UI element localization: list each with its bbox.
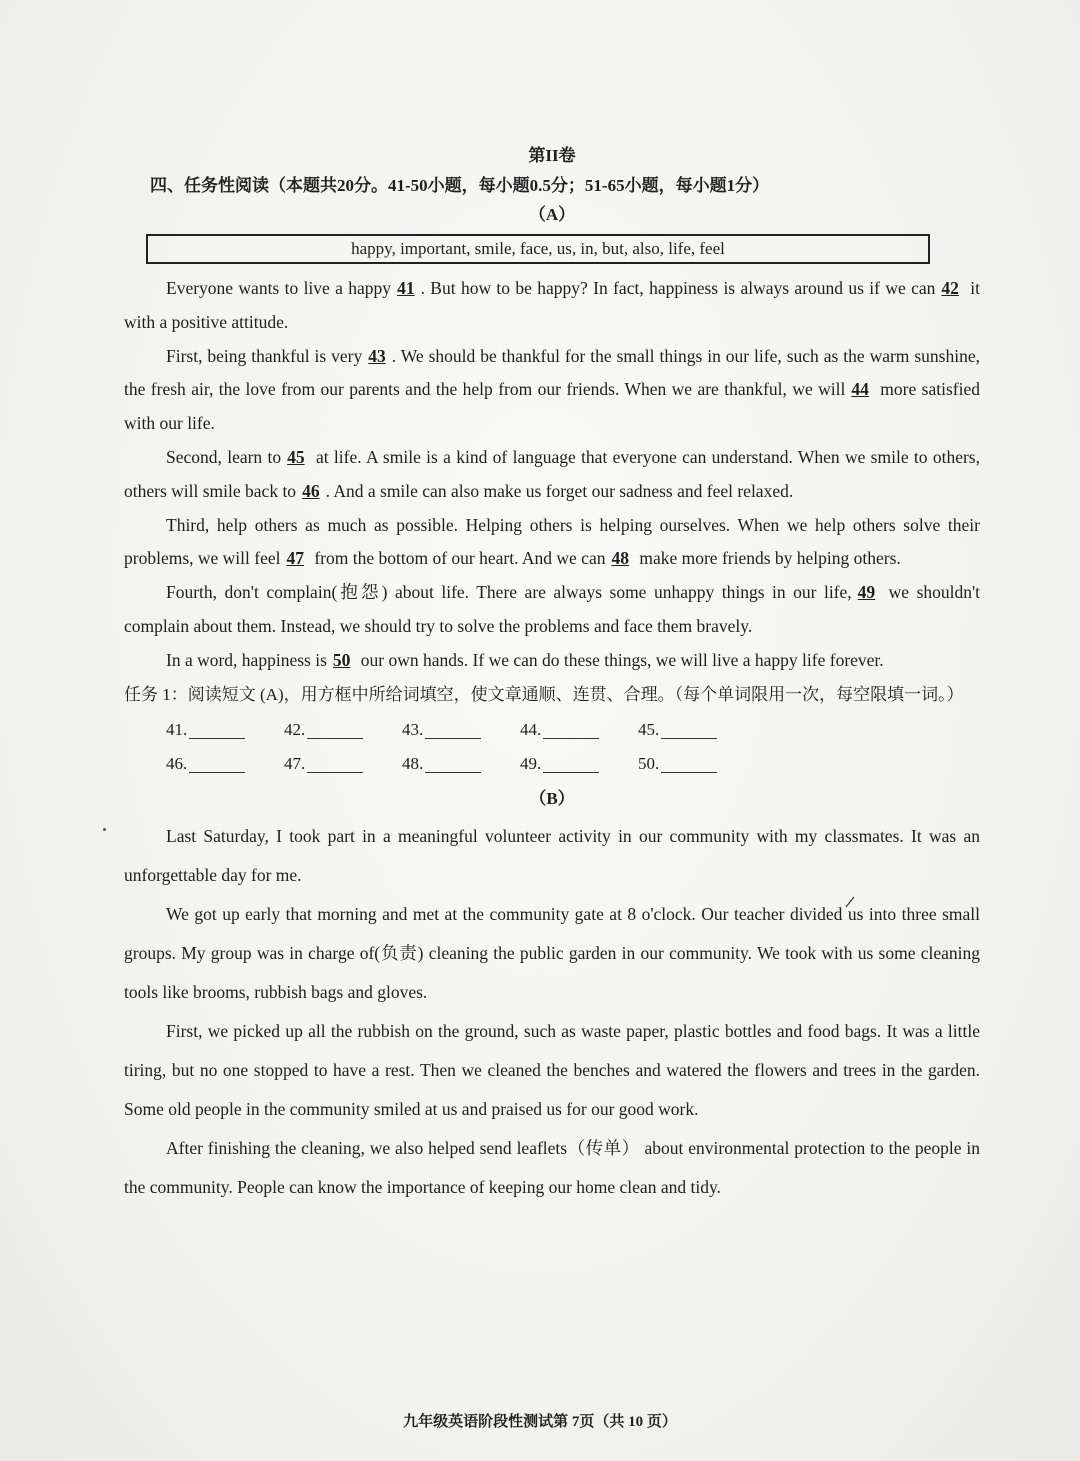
task-1-instructions: 任务 1：阅读短文 (A)，用方框中所给词填空，使文章通顺、连贯、合理。（每个单词限用一次，每空限填一词。） bbox=[124, 684, 964, 704]
blank-45: 45 bbox=[287, 446, 305, 467]
part-title: 第II卷 bbox=[528, 146, 576, 165]
answer-number: 46. bbox=[166, 753, 188, 773]
answer-cell[interactable] bbox=[520, 747, 638, 781]
answer-cell[interactable] bbox=[284, 713, 402, 747]
answer-number: 41. bbox=[166, 719, 188, 739]
pen-mark-icon bbox=[845, 896, 855, 908]
passage-b-paragraph-2: We got up early that morning and met at the community gate at 8 o'clock. Our teacher divided us into three small groups. My group was in charge of(负责) cleaning the public garden in our community. We took with us some cleaning tools like brooms, rubbish bags and gloves. bbox=[124, 903, 980, 1002]
answer-number: 49. bbox=[520, 753, 542, 773]
section-heading: 四、任务性阅读（本题共20分。41-50小题，每小题0.5分；51-65小题，每小题1分） bbox=[150, 176, 770, 195]
text-run: our own hands. If we can do these things, we will live a happy life forever. bbox=[356, 649, 884, 670]
passage-b-paragraph-4: After finishing the cleaning, we also helped send leaflets（传单） about environmental protection to the people in the community. People can know the importance of keeping our home clean and tidy. bbox=[124, 1137, 980, 1197]
blank-42: 42 bbox=[941, 278, 959, 298]
passage-a-label: （A） bbox=[528, 205, 576, 224]
answer-line[interactable] bbox=[307, 747, 363, 773]
answer-number: 47. bbox=[284, 753, 306, 773]
passage-b-paragraph-3: First, we picked up all the rubbish on the ground, such as waste paper, plastic bottles and food bags. It was a little tiring, but no one stopped to have a rest. Then we cleaned the benches and watered the flowers and trees in the garden. Some old people in the community smiled at us and praised us for our good work. bbox=[124, 1020, 980, 1119]
answer-row-1 bbox=[166, 713, 980, 747]
answer-cell[interactable] bbox=[402, 747, 520, 781]
text-run: . We should be thankful for the small things in our life, such as the warm sunshine, the fresh air, the love from our parents and the help from our friends. When we are thankful, we will bbox=[124, 345, 980, 400]
blank-43: 43 bbox=[368, 345, 386, 366]
text-run: First, being thankful is very bbox=[166, 345, 363, 366]
text-run: it with a positive attitude. bbox=[124, 278, 980, 332]
text-run: Second, learn to bbox=[166, 446, 282, 467]
answer-grid bbox=[166, 713, 980, 781]
answer-cell[interactable] bbox=[638, 747, 756, 781]
text-run: In a word, happiness is bbox=[166, 649, 327, 670]
word-box: happy, important, smile, face, us, in, but, also, life, feel bbox=[146, 234, 930, 264]
text-run: we shouldn't complain about them. Instead, we should try to solve the problems and face them bravely. bbox=[124, 582, 981, 636]
text-run: more satisfied with our life. bbox=[124, 379, 980, 434]
passage-a-paragraph-4 bbox=[124, 509, 980, 577]
answer-line[interactable] bbox=[189, 713, 245, 739]
answer-number: 43. bbox=[402, 719, 424, 739]
answer-cell[interactable] bbox=[638, 713, 756, 747]
passage-b bbox=[124, 817, 980, 1207]
blank-47: 47 bbox=[286, 548, 304, 569]
answer-cell[interactable] bbox=[166, 713, 284, 747]
text-run: . And a smile can also make us forget our sadness and feel relaxed. bbox=[325, 480, 794, 501]
answer-number: 44. bbox=[520, 719, 542, 739]
blank-41: 41 bbox=[397, 278, 415, 298]
answer-number: 48. bbox=[402, 753, 424, 773]
passage-a-paragraph-5 bbox=[124, 576, 980, 644]
passage-a-paragraph-1 bbox=[124, 272, 980, 340]
answer-line[interactable] bbox=[543, 713, 599, 739]
answer-line[interactable] bbox=[425, 713, 481, 739]
answer-number: 50. bbox=[638, 753, 660, 773]
passage-b-label: （B） bbox=[529, 788, 575, 808]
text-run: . But how to be happy? In fact, happiness is always around us if we can bbox=[420, 278, 936, 298]
answer-row-2 bbox=[166, 747, 980, 781]
answer-line[interactable] bbox=[543, 747, 599, 773]
passage-b-paragraph-1: Last Saturday, I took part in a meaningful volunteer activity in our community with my classmates. It was an unforgettable day for me. bbox=[124, 825, 980, 885]
blank-48: 48 bbox=[611, 548, 629, 569]
page-content bbox=[124, 142, 980, 1207]
passage-a-paragraph-6 bbox=[124, 644, 980, 678]
answer-cell[interactable] bbox=[520, 713, 638, 747]
blank-50: 50 bbox=[332, 649, 351, 670]
blank-46: 46 bbox=[302, 480, 320, 501]
passage-a-paragraph-3 bbox=[124, 441, 980, 509]
blank-44: 44 bbox=[851, 379, 869, 400]
text-run: Everyone wants to live a happy bbox=[166, 278, 392, 298]
answer-number: 42. bbox=[284, 719, 306, 739]
passage-a-paragraph-2 bbox=[124, 340, 980, 441]
answer-number: 45. bbox=[638, 719, 660, 739]
text-run: from the bottom of our heart. And we can bbox=[309, 548, 606, 569]
answer-cell[interactable] bbox=[166, 747, 284, 781]
answer-line[interactable] bbox=[307, 713, 363, 739]
speck-mark-icon bbox=[103, 828, 106, 831]
answer-line[interactable] bbox=[661, 747, 717, 773]
answer-line[interactable] bbox=[661, 713, 717, 739]
text-run: Fourth, don't complain(抱怨) about life. There are always some unhappy things in our life, bbox=[166, 582, 852, 603]
passage-a bbox=[124, 272, 980, 678]
text-run: Third, help others as much as possible. Helping others is helping ourselves. When we help others solve their problems, we will feel bbox=[124, 514, 980, 569]
blank-49: 49 bbox=[857, 582, 876, 603]
text-run: make more friends by helping others. bbox=[634, 548, 901, 569]
answer-line[interactable] bbox=[189, 747, 245, 773]
page-footer: 九年级英语阶段性测试第 7页（共 10 页） bbox=[403, 1414, 677, 1430]
answer-line[interactable] bbox=[425, 747, 481, 773]
text-run: at life. A smile is a kind of language that everyone can understand. When we smile to others, others will smile back to bbox=[124, 446, 980, 501]
answer-cell[interactable] bbox=[402, 713, 520, 747]
answer-cell[interactable] bbox=[284, 747, 402, 781]
